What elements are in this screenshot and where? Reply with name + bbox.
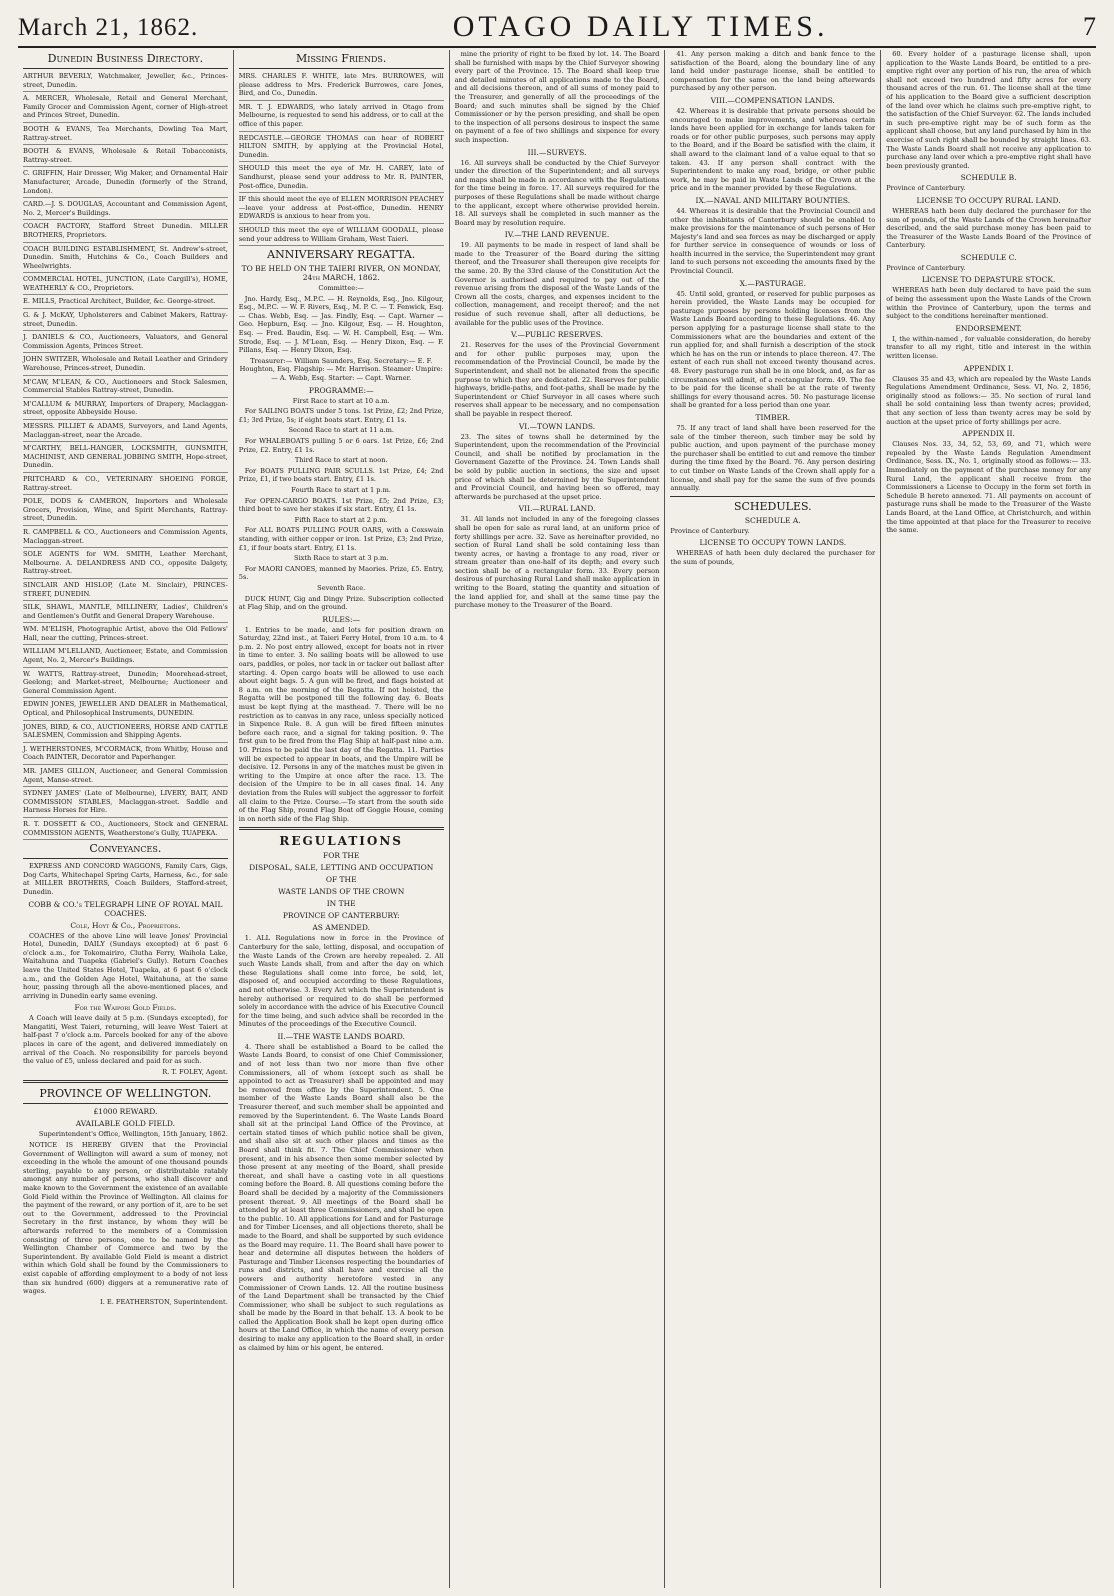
schedule-c-heading: SCHEDULE C.	[960, 252, 1017, 262]
directory-ad: WM. M'ELISH, Photographic Artist, above the Old Fellows' Hall, near the cutting, Princes-street.	[23, 625, 228, 645]
directory-ad: BOOTH & EVANS, Wholesale & Retail Tobacconists, Rattray-street.	[23, 147, 228, 167]
missing-friends-heading: Missing Friends.	[296, 52, 387, 65]
waste-board-heading: II.—THE WASTE LANDS BOARD.	[277, 1031, 405, 1041]
directory-ad: MR. JAMES GILLON, Auctioneer, and General Commission Agent, Manse-street.	[23, 767, 228, 787]
regulations-sub: FOR THE	[322, 851, 360, 861]
directory-ad: M'CALLUM & MURRAY, Importers of Drapery, Maclaggan-street, opposite Abbeyside House.	[23, 400, 228, 420]
directory-ad: M'CARTHY, BELL-HANGER, LOCKSMITH, GUNSMITH, MACHINIST, AND GENERAL JOBBING SMITH, Hope-street, Dunedin.	[23, 444, 228, 473]
regatta-officers: Treasurer:— William Saunders, Esq. Secretary:— E. F. Houghton, Esq. Flagship: — Mr. Harrison. Steamer: Umpire: — A. Webb, Esq. Starter: — Capt. Warner.	[239, 356, 443, 383]
reserves-heading: V.—PUBLIC RESERVES.	[510, 330, 604, 340]
waste-board-text: 4. There shall be established a Board to be called the Waste Lands Board, to consist of one Chief Commissioner, and of not less than two nor more than five other Commissioners, all of whom (except such as shall be appointed to act as Treasurer) shall be appointed and may be removed from office by the Superintendent. 5. One member of the Waste Lands Board shall also be the Treasurer thereof, and such member shall be appointed and removed by the Superintendent. 6. The Waste Lands Board shall sit at the principal Land Office of the Province, at certain stated times of which public notice shall be given, and shall also sit at such other places and times as the Board shall think fit. 7. The Chief Commissioner when present, and in his absence then some member selected by those present at any meeting of the Board, shall preside thereat, and shall have a casting vote in all questions coming before the Board. 8. All questions coming before the Board shall be decided by a majority of the Commissioners present thereat. 9. All meetings of the Board shall be attended by at least three Commissioners, and shall be open to the public. 10. All applications for Land and for Pasturage and for Timber Licenses, and all objections thereto, shall be made to the Board, and shall be supported by such evidence as the Board may require. 11. The Board shall have power to hear and determine all disputes between the holders of Pasturage and Timber Licenses respecting the boundaries of runs and districts, and shall have and exercise all the powers and authority heretofore vested in any Commissioner of Crown Lands. 12. All the routine business of the Land Department shall be transacted by the Chief Commissioner, who shall be subject to such regulations as shall be made by the Board in that behalf. 13. A book to be called the Application Book shall be kept open during office hours at the Land Office, in which the name of every person desiring to make any application to the Board shall, in order as claimed by him or his agent, be entered.	[238, 1042, 444, 1352]
newspaper-title: OTAGO DAILY TIMES.	[452, 10, 829, 43]
directory-ad: COACH FACTORY, Stafford Street Dunedin. MILLER BROTHERS, Proprietors.	[23, 222, 228, 242]
reward-heading: £1000 REWARD.	[93, 1107, 158, 1117]
directory-ad: ARTHUR BEVERLY, Watchmaker, Jeweller, &c., Princes-street, Dunedin.	[23, 72, 228, 92]
waipori-heading: For the Waipori Gold Fields.	[74, 1003, 177, 1013]
directory-ad: SINCLAIR AND HISLOP, (Late M. Sinclair), PRINCES-STREET, DUNEDIN.	[23, 581, 228, 601]
naval-heading: IX.—NAVAL AND MILITARY BOUNTIES.	[695, 195, 851, 205]
compensation-text: 42. Whereas it is desirable that private persons should be encouraged to make improvements, and whereas certain lands have been applied for in exchange for lands taken for roads or for other public purposes, such persons may apply to the Board, and if the Board be satisfied with the claim, it shall award to the claimant land of a value equal to that so taken. 43. If any person shall contract with the Superintendent to make any road, bridge, or other public work, he may be paid in Waste Lands of the Crown at the price and in the manner provided by these Regulations.	[670, 106, 876, 193]
directory-ad: SILK, SHAWL, MANTLE, MILLINERY, Ladies', Children's and Gentlemen's Outfit and General Drapery Warehouse.	[23, 603, 228, 623]
programme-item: Sixth Race to start at 3 p.m.	[294, 554, 389, 563]
issue-date: March 21, 1862.	[18, 14, 199, 41]
regatta-heading: ANNIVERSARY REGATTA.	[267, 248, 416, 262]
schedule-c-text: WHEREAS hath been duly declared to have paid the sum of being the assessment upon the Waste Lands of the Crown within the Province of Canterbury, upon the terms and subject to the conditions hereinafter mentioned.	[886, 286, 1091, 321]
schedules-heading: SCHEDULES.	[733, 499, 812, 513]
gold-signature: I. E. FEATHERSTON, Superintendent.	[100, 1297, 228, 1306]
column-1	[18, 50, 234, 1588]
town-lands-heading: VI.—TOWN LANDS.	[518, 421, 596, 431]
missing-friend-ad: MRS. CHARLES F. WHITE, late Mrs. BURROWES, will please address to Mrs. Frederick Burrowes, care Jones, Bird, and Co., Dunedin.	[239, 72, 444, 101]
directory-ad: J. DANIELS & CO., Auctioneers, Valuators, and General Commission Agents, Princes Street.	[23, 333, 228, 353]
directory-ad: A. MERCER, Wholesale, Retail and General Merchant, Family Grocer and Commission Agent, corner of High-street and Princes Street, Dunedin.	[23, 94, 228, 123]
directory-ad: JOHN SWITZER, Wholesale and Retail Leather and Grindery Warehouse, Princes-street, Dunedin.	[23, 355, 228, 375]
programme-item: For SAILING BOATS under 5 tons. 1st Prize, £2; 2nd Prize, £1; 3rd Prize, 5s; if eight boats start. Entry, £1 1s.	[238, 407, 444, 424]
rural-land-text: 31. All lands not included in any of the foregoing classes shall be open for sale as rural land, at an uniform price of forty shillings per acre. 32. Save as hereinafter provided, no section of Rural Land shall be sold containing less than twenty acres, or having a frontage to any road, river or stream greater than one-half of its depth; and every such section shall be of a rectangular form. 33. Every person desirous of purchasing Rural Land shall make application in writing to the Board, stating the quantity and situation of the land applied for, and shall at the same time pay the purchase money to the Treasurer of the Board.	[454, 515, 660, 610]
programme-item: DUCK HUNT, Gig and Dingy Prize. Subscription collected at Flag Ship, and on the ground.	[238, 594, 444, 612]
schedule-b-title: LICENSE TO OCCUPY RURAL LAND.	[916, 195, 1061, 205]
endorsement-text: I, the within-named , for valuable consideration, do hereby transfer to all my right, title and interest in the within written license.	[886, 334, 1091, 361]
waipori-text: A Coach will leave daily at 5 p.m. (Sundays excepted), for Mangatiti, West Taieri, returning, will leave West Taieri at half-past 7 o'clock a.m. Parcels booked for any of the above places in care of the agent, and delivered immediately on arrival of the Coach. No responsibility for parcels beyond the value of £5, unless declared and paid for as such.	[23, 1014, 228, 1066]
programme-item: Second Race to start at 11 a.m.	[288, 426, 394, 435]
schedule-b-province: Province of Canterbury.	[886, 184, 966, 193]
conveyances-heading: Conveyances.	[89, 842, 162, 856]
pasturage-heading: X.—PASTURAGE.	[739, 278, 806, 288]
col3-lead-text: mine the priority of right to be fixed by lot. 14. The Board shall be furnished with maps by the Chief Surveyor showing every part of the Province. 15. The Board shall keep true and detailed minutes of all applications made to the Board, and all decisions thereon, and of all sums of money paid to the Treasurer, and generally of all the proceedings of the Board; and such minutes shall be signed by the Chief Commissioner or by the person presiding, and shall be open to the inspection of all persons desirous to inspect the same on payment of a fee of two shillings and sixpence for every such inspection.	[454, 50, 660, 144]
programme-item: Seventh Race.	[317, 583, 366, 592]
directory-ad: BOOTH & EVANS, Tea Merchants, Dowling Tea Mart, Rattray-street.	[23, 125, 228, 145]
missing-friend-ad: SHOULD this meet the eye of WILLIAM GOODALL, please send your address to William Graham, West Taieri.	[239, 226, 444, 246]
directory-ad: COMMERCIAL HOTEL, JUNCTION, (Late Cargill's), HOME, WEATHERLY & CO., Proprietors.	[23, 275, 228, 295]
gold-field-heading: AVAILABLE GOLD FIELD.	[75, 1119, 176, 1129]
column-5	[881, 50, 1096, 1588]
col4-lead-text: 41. Any person making a ditch and bank fence to the satisfaction of the Board, along the boundary line of any land held under pasturage license, shall be entitled to compensation for the same on the land being afterwards purchased by any other person.	[670, 50, 876, 93]
pasturage-text: 45. Until sold, granted, or reserved for public purposes as herein provided, the Waste Lands may be occupied for pasturage purposes by persons holding licenses from the Waste Lands Board according to these Regulations. 46. Any person applying for a pasturage license shall state to the Commissioners what are the boundaries and extent of the run applied for, and shall furnish a description of the stock which he has on the run or intends to place thereon. 47. The extent of each run shall not exceed twenty thousand acres. 48. Every pasturage run shall be in one block, and, as far as circumstances will admit, of a rectangular form. 49. The fee to be paid for the license shall be at the rate of twenty shillings for every thousand acres. 50. No pasturage license shall be granted for a less period than one year.	[670, 289, 876, 410]
masthead	[18, 6, 1096, 48]
directory-ad: M'CAW, M'LEAN, & CO., Auctioneers and Stock Salesmen, Commercial Stables Rattray-street, Dunedin.	[23, 378, 228, 398]
directory-ad: POLE, DODS & CAMERON, Importers and Wholesale Grocers, Provision, Wine, and Spirit Merchants, Rattray-street, Dunedin.	[23, 497, 228, 526]
schedule-b-text: WHEREAS hath been duly declared the purchaser for the sum of pounds, of the Waste Lands of the Crown hereinafter described, and the said purchase money has been paid to the Treasurer of the Waste Lands Board of the Province of Canterbury.	[886, 206, 1091, 250]
directory-ad: SOLE AGENTS for WM. SMITH, Leather Merchant, Melbourne. A. DELANDRESS AND CO., opposite Dalgety, Rattray-street.	[23, 550, 228, 579]
regatta-subheading: TO BE HELD ON THE TAIERI RIVER, ON MONDAY, 24th MARCH, 1862.	[241, 264, 441, 283]
programme-item: Third Race to start at noon.	[294, 456, 388, 465]
directory-ad: C. GRIFFIN, Hair Dresser, Wig Maker, and Ornamental Hair Manufacturer, Arcade, Dunedin (formerly of the Strand, London).	[23, 169, 228, 198]
programme-item: First Race to start at 10 a.m.	[292, 396, 390, 405]
schedule-c-province: Province of Canterbury.	[886, 263, 966, 272]
compensation-heading: VIII.—COMPENSATION LANDS.	[710, 95, 835, 105]
programme-heading: PROGRAMME:—	[308, 385, 374, 395]
regulations-heading: REGULATIONS	[279, 834, 403, 849]
gold-notice-text: NOTICE IS HEREBY GIVEN that the Provincial Government of Wellington will award a sum of money, not exceeding in the whole the amount of one thousand pounds sterling, payable to any person, or distributable ratably amongst any number of persons, who shall discover and make known to the Government the existence of an available Gold Field within the Province of Wellington. All claims for the payment of the reward, or any portion of it, are to be set out to the Government, addressed to the Provincial Secretary in the first instance, by whom they will be afterwards referred to the members of a Commission consisting of three persons, one to be named by the Wellington Chamber of Commerce and two by the Superintendent. By available Gold Field is meant a district within which Gold shall be found by the Commissioners to exist capable of affording employment to a body of not less than six hundred (600) diggers at a remunerative rate of wages.	[23, 1141, 228, 1296]
regulations-sub: AS AMENDED.	[312, 923, 371, 933]
regulations-sub: WASTE LANDS OF THE CROWN	[278, 887, 405, 897]
column-3	[450, 50, 666, 1588]
revenue-text: 19. All payments to be made in respect of land shall be made to the Treasurer of the Board during the sitting thereof, and the Treasurer shall thereupon give receipts for the same. 20. By the 33rd clause of the Constitution Act the Governor is authorised and required to pay out of the revenue arising from the disposal of the Waste Lands of the Crown all the costs, charges, and expenses incident to the collection, management, and receipt thereof; and the net residue of such revenue shall, after all deductions, be available for the public uses of the Province.	[454, 241, 660, 327]
directory-ad: EDWIN JONES, JEWELLER AND DEALER in Mathematical, Optical, and Philosophical Instruments, DUNEDIN.	[23, 700, 228, 720]
programme-item: For BOATS PULLING PAIR SCULLS. 1st Prize, £4; 2nd Prize, £1, if two boats start. Entry, £1 1s.	[238, 466, 444, 484]
directory-ad: G. & J. McKAY, Upholsterers and Cabinet Makers, Rattray-street, Dunedin.	[23, 311, 228, 331]
col5-lead-text: 60. Every holder of a pasturage license shall, upon application to the Waste Lands Board, be entitled to a pre-emptive right over any portion of his run, the area of which shall not exceed two hundred and fifty acres for every thousand acres of the run. 61. The license shall at the time of his application to the Board give a sufficient description of the land over which he claims such pre-emptive right, to the satisfaction of the Chief Surveyor. 62. The lands included in such pre-emptive right may be of such form as the applicant shall choose, but any land purchased by him in the exercise of such right shall be bounded by straight lines. 63. The Waste Lands Board shall not receive any application to purchase any land over which a pre-emptive right shall have been previously granted.	[886, 50, 1091, 170]
town-lands-text: 23. The sites of towns shall be determined by the Superintendent, upon the recommendation of the Provincial Council, and shall be notified by proclamation in the Government Gazette of the Province. 24. Town Lands shall be sold by public auction in sections, the size and upset price of which shall be determined by the Superintendent and Provincial Council, and having been so offered, may afterwards be purchased at the upset price.	[454, 432, 660, 501]
wellington-heading: PROVINCE OF WELLINGTON.	[39, 1087, 212, 1101]
endorsement-heading: ENDORSEMENT.	[955, 323, 1022, 333]
directory-ad: WILLIAM M'LELLAND, Auctioneer, Estate, and Commission Agent, No. 2, Mercer's Buildings.	[23, 647, 228, 667]
schedule-c-title: LICENSE TO DEPASTURE STOCK.	[921, 275, 1056, 285]
regulations-sub: DISPOSAL, SALE, LETTING AND OCCUPATION	[249, 863, 434, 873]
directory-ad: E. MILLS, Practical Architect, Builder, &c. George-street.	[23, 297, 228, 309]
programme-item: For MAORI CANOES, manned by Maories. Prize, £5. Entry, 5s.	[238, 564, 444, 582]
revenue-heading: IV.—THE LAND REVENUE.	[504, 230, 610, 240]
programme-item: For WHALEBOATS pulling 5 or 6 oars. 1st Prize, £6; 2nd Prize, £2. Entry, £1 1s.	[238, 437, 444, 454]
cobb-text: COACHES of the above Line will leave Jones' Provincial Hotel, Dunedin, DAILY (Sundays excepted) at 6 past 6 o'clock a.m., for Tokomairiro, Clutha Ferry, Waihola Lake, Waitahuna and Tuapeka (Gabriel's Gully). Return Coaches leave the United States Hotel, Tuapeka, at 6 past 6 o'clock a.m., and the Golden Age Hotel, Waitahuna, at the same hour, passing through all the above-mentioned places, and arriving in Dunedin early same evening.	[23, 931, 228, 1000]
missing-friend-ad: SHOULD this meet the eye of Mr. H. CAREY, late of Sandhurst, please send your address to Mr. R. PAINTER, Post-office, Dunedin.	[239, 164, 444, 193]
coach-builders-ad: EXPRESS AND CONCORD WAGGONS, Family Cars, Gigs, Dog Carts, Whitechapel Spring Carts, Harness, &c., for sale at MILLER BROTHERS, Coach Builders, Stafford-street, Dunedin.	[23, 862, 228, 896]
directory-ad: JONES, BIRD, & CO., AUCTIONEERS, HORSE AND CATTLE SALESMEN, Commission and Shipping Agents.	[23, 723, 228, 743]
programme-item: For OPEN-CARGO BOATS. 1st Prize, £5; 2nd Prize, £3; third boat to save her stakes if six start. Entry, £1 1s.	[238, 496, 444, 514]
column-2	[234, 50, 450, 1588]
programme-item: For ALL BOATS PULLING FOUR OARS, with a Coxswain standing, with either copper or iron. 1st Prize, £3; 2nd Prize, £1, if four boats start. Entry, £1 1s.	[238, 526, 444, 552]
waipori-agent: R. T. FOLEY, Agent.	[162, 1067, 228, 1076]
missing-friend-ad: REDCASTLE.—GEORGE THOMAS can hear of ROBERT HILTON SMITH, by applying at the Provincial Hotel, Dunedin.	[239, 134, 444, 163]
timber-text: 75. If any tract of land shall have been reserved for the sale of the timber thereon, such timber may be sold by public auction, and upon payment of the purchase money the purchaser shall be entitled to cut and remove the timber during the time fixed by the Board. 76. Any person desiring to cut timber on Waste Lands of the Crown shall apply for a license, and shall pay for the same the sum of five pounds annually.	[670, 423, 876, 493]
programme-item: Fourth Race to start at 1 p.m.	[291, 485, 391, 494]
directory-ad: CARD.—J. S. DOUGLAS, Accountant and Commission Agent, No. 2, Mercer's Buildings.	[23, 200, 228, 220]
schedule-a-text: WHEREAS of hath been duly declared the purchaser for the sum of pounds,	[670, 549, 876, 566]
regulations-sub: OF THE	[325, 875, 357, 885]
directory-ad: J. WETHERSTONES, M'CORMACK, from Whitby, House and Coach PAINTER, Decorator and Paperhanger.	[23, 745, 228, 765]
surveys-text: 16. All surveys shall be conducted by the Chief Surveyor under the direction of the Superintendent; and all surveys and maps shall be made in accordance with the Regulations for the time being in force. 17. All surveys required for the purposes of these Regulations shall be made without charge to the applicant, except where otherwise provided herein. 18. All surveys shall be completed in such manner as the Board may by resolution require.	[454, 158, 660, 227]
appendix-1-heading: APPENDIX I.	[963, 363, 1014, 373]
gold-office: Superintendent's Office, Wellington, 15th January, 1862.	[38, 1130, 228, 1139]
missing-friend-ad: IF this should meet the eye of ELLEN MORRISON PEACHEY—leave your address at Post-office, Dunedin. HENRY EDWARDS is anxious to hear from you.	[239, 195, 444, 224]
directory-ad: SYDNEY JAMES' (Late of Melbourne), LIVERY, BAIT, AND COMMISSION STABLES, Maclaggan-street. Saddle and Harness Horses for Hire.	[23, 789, 228, 818]
schedule-b-heading: SCHEDULE B.	[960, 173, 1017, 183]
directory-ad: R. CAMPBELL & CO., Auctioneers and Commission Agents, Maclaggan-street.	[23, 528, 228, 548]
directory-heading: Dunedin Business Directory.	[47, 52, 204, 65]
missing-friend-ad: MR. T. J. EDWARDS, who lately arrived in Otago from Melbourne, is requested to send his address, or to call at the office of this paper.	[239, 103, 444, 132]
surveys-heading: III.—SURVEYS.	[527, 147, 587, 157]
regulations-sub: IN THE	[326, 899, 356, 909]
directory-ad: PRITCHARD & CO., VETERINARY SHOEING FORGE, Rattray-street.	[23, 475, 228, 495]
schedule-a-heading: SCHEDULE A.	[744, 515, 801, 525]
committee-heading: Committee:—	[318, 284, 364, 293]
page-number: 7	[1083, 12, 1096, 41]
directory-ad: MESSRS. PILLIET & ADAMS, Surveyors, and Land Agents, Maclaggan-street, near the Arcade.	[23, 422, 228, 442]
rural-land-heading: VII.—RURAL LAND.	[518, 504, 596, 514]
programme-item: Fifth Race to start at 2 p.m.	[294, 515, 388, 524]
cobb-heading: COBB & CO.'s TELEGRAPH LINE OF ROYAL MAIL COACHES.	[28, 899, 223, 918]
appendix-1-text: Clauses 35 and 43, which are repealed by the Waste Lands Regulations Amendment Ordinance, Sess. VI, No. 2, 1856, originally stood as follows:— 35. No section of rural land shall be sold containing less than twenty acres; provided, that any section of less than twenty acres may be sold by auction at the upset price of forty shillings per acre.	[886, 374, 1091, 426]
naval-text: 44. Whereas it is desirable that the Provincial Council and other the inhabitants of Canterbury should be enabled to make provisions for the maintenance of such persons of Her Majesty's land and sea forces as may be discharged or apply for further service in consequence of wounds or loss of health incurred in the service, the Superintendent may grant land to such persons not exceeding the amounts fixed by the Provincial Council.	[670, 206, 876, 276]
cobb-proprietors: Cole, Hoyt & Co., Proprietors.	[70, 920, 181, 930]
appendix-2-text: Clauses Nos. 33, 34, 52, 53, 69, and 71, which were repealed by the Waste Lands Regulation Amendment Ordinance, Sess. IX., No. 1, originally stood as follows:— 33. Immediately on the payment of the purchase money for any Rural Land, the applicant shall receive from the Commissioners a License to Occupy in the form set forth in Schedule B hereto annexed. 71. All payments on account of pasturage runs shall be made to the Treasurer of the Waste Lands Board, at the Land Office, at Christchurch, and within the time appointed at that place for the Treasurer to receive the same.	[886, 440, 1091, 535]
directory-ad: W. WATTS, Rattray-street, Dunedin; Moorehead-street, Geelong; and Market-street, Melbourne; Auctioneer and General Commission Agent.	[23, 670, 228, 699]
rules-heading: RULES:—	[322, 614, 360, 624]
reserves-text: 21. Reserves for the uses of the Provincial Government and for other public purposes may, upon the recommendation of the Provincial Council, be made by the Superintendent, and shall not be alienated from the specific purpose to which they are dedicated. 22. Reserves for public highways, bridle-paths, and foot-paths, shall be made by the Superintendent or Chief Surveyor in all cases where such reserves shall appear to be necessary, and no compensation shall be payable in respect thereof.	[454, 341, 660, 418]
timber-heading: TIMBER.	[755, 412, 791, 422]
schedule-a-province: Province of Canterbury.	[670, 526, 750, 535]
schedule-a-title: LICENSE TO OCCUPY TOWN LANDS.	[699, 538, 847, 548]
rules-text: 1. Entries to be made, and lots for position drawn on Saturday, 22nd inst., at Taieri Ferry Hotel, from 10 a.m. to 4 p.m. 2. No post entry allowed, except for boats not in river in time to enter. 3. No sailing boats will be allowed to use oars, paddles, or poles, nor tack in or tacker out ballast after starting. 4. Open cargo boats will be allowed to use each about eight bags. 5. A gun will be fired, and flags hoisted at 8 a.m. on the morning of the Regatta. If not hoisted, the Regatta will be postponed till the following day. 6. Boats must be kept flying at the masthead. 7. There will be no restriction as to canvas in any race, unless specially noticed in Sixpence Rule. 8. A gun will be fired fifteen minutes before each race, and a signal for taking position. 9. The first gun to be fired from the Flag Ship at half-past nine a.m. 10. Prizes to be paid the last day of the Regatta. 11. Parties will be expected to appear in boats, and the Umpire will be decisive. 12. Persons in any of the matches must be given in writing to the Umpire at once after the race. 13. The decision of the Umpire to be in all cases final. 14. Any deviation from the Rules will subject the aggressor to forfeit all claim to the Prize. Course.—To start from the south side of the Flag Ship, round Flag Boat off Goggie House, coming in on north side of the Flag Ship.	[238, 625, 444, 823]
appendix-2-heading: APPENDIX II.	[962, 429, 1015, 439]
columns	[18, 50, 1096, 1588]
directory-ad: COACH BUILDING ESTABLISHMENT, St. Andrew's-street, Dunedin. Smith, Hutchins & Co., Coach Builders and Wheelwrights.	[23, 245, 228, 274]
regulations-sub: PROVINCE OF CANTERBURY:	[282, 911, 400, 921]
column-4	[665, 50, 881, 1588]
directory-ad: R. T. DOSSETT & CO., Auctioneers, Stock and GENERAL COMMISSION AGENTS, Weatherstone's Gully, TUAPEKA.	[23, 820, 228, 840]
committee-list: Jno. Hardy, Esq., M.P.C. — H. Reynolds, Esq., Jno. Kilgour, Esq., M.P.C. — W. F. Rivers, Esq., M. P. C. — T. Fenwick, Esq. — Chas. Webb, Esq. — Jas. Findly, Esq. — Capt. Warner — Geo. Hepburn, Esq. — Jno. Kilgour, Esq. — H. Houghton, Esq. — Fred. Baudin, Esq. — W. H. Campbell, Esq. — Wm. Strode, Esq. — J. M'Lean, Esq. — Henry Dixon, Esq. — F. Pillans, Esq. — Henry Dixon, Esq.	[238, 294, 444, 355]
regulations-text: 1. ALL Regulations now in force in the Province of Canterbury for the sale, letting, disposal, and occupation of the Waste Lands of the Crown are hereby repealed. 2. All such Waste Lands shall, from and after the day on which these Regulations shall come into force, be sold, let, disposed of, and occupied according to these Regulations, and not otherwise. 3. Every Act which the Superintendent is hereby authorised or required to do shall be performed solely in accordance with the advice of his Executive Council for the time being, and such advice shall be recorded in the Minutes of the proceedings of the Executive Council.	[238, 934, 444, 1029]
